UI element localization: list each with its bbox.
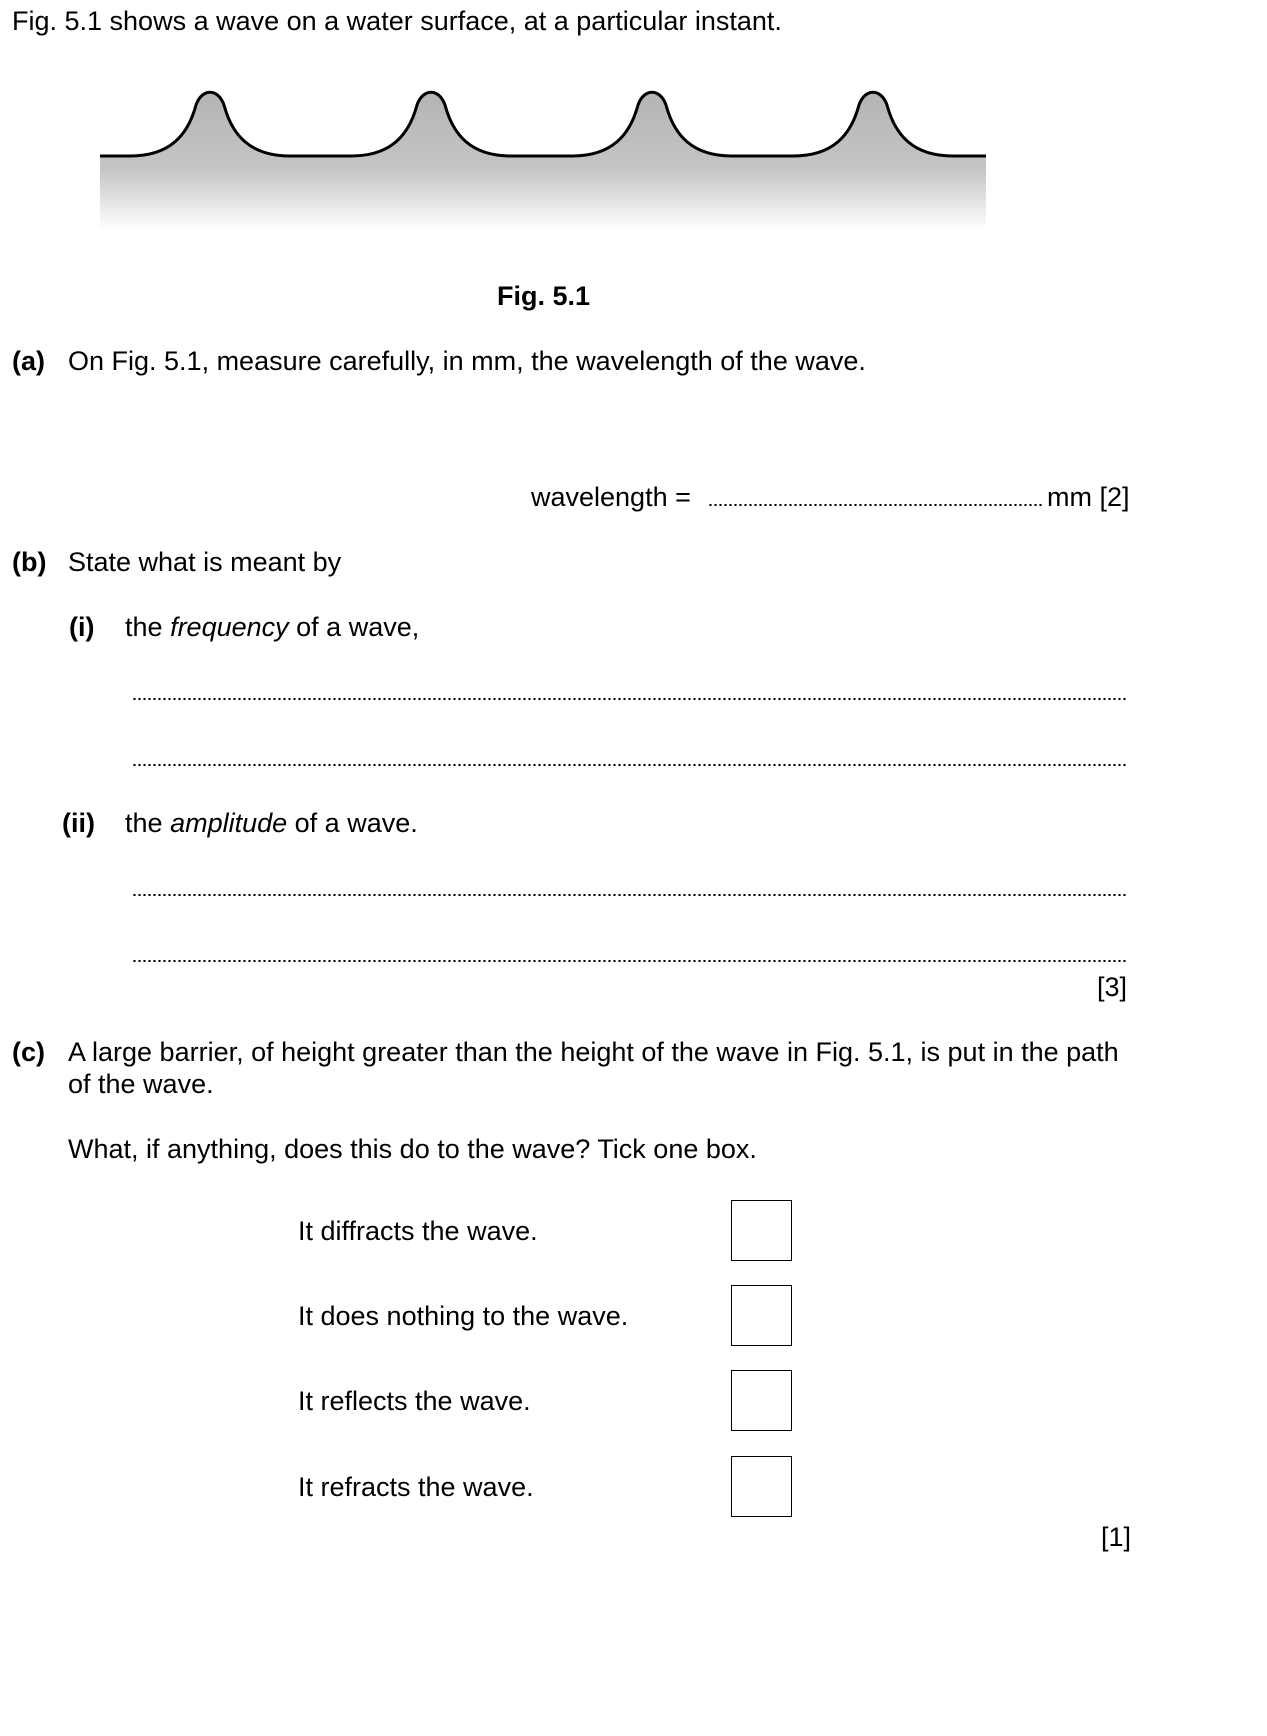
part-a-label: (a): [12, 346, 45, 376]
part-b-ii-suffix: of a wave.: [294, 808, 418, 838]
part-c-marks: [1]: [1101, 1522, 1132, 1552]
part-b-marks: [3]: [1097, 972, 1128, 1002]
option-reflects-checkbox[interactable]: [731, 1370, 792, 1431]
wavelength-unit-marks: mm [2]: [1047, 482, 1130, 512]
figure-caption: Fig. 5.1: [497, 281, 591, 311]
part-c-prompt: What, if anything, does this do to the wave? Tick one box.: [68, 1134, 757, 1164]
part-b-ii-prefix: the: [125, 808, 163, 838]
part-c-question-line-2: of the wave.: [68, 1069, 214, 1099]
frequency-answer-line-1[interactable]: [132, 697, 1128, 701]
part-a-question: On Fig. 5.1, measure carefully, in mm, the wavelength of the wave.: [68, 346, 866, 376]
part-b-question: State what is meant by: [68, 547, 342, 577]
part-b-ii-label: (ii): [62, 808, 95, 838]
wave-figure: [100, 80, 990, 235]
frequency-term: frequency: [170, 612, 289, 642]
option-nothing-checkbox[interactable]: [731, 1285, 792, 1346]
water-body: [100, 92, 986, 230]
option-refracts-checkbox[interactable]: [731, 1456, 792, 1517]
amplitude-answer-line-2[interactable]: [132, 959, 1128, 963]
option-diffracts-label: It diffracts the wave.: [298, 1216, 538, 1246]
option-diffracts-checkbox[interactable]: [731, 1200, 792, 1261]
part-b-ii-question: [125, 810, 418, 837]
option-refracts-label: It refracts the wave.: [298, 1472, 534, 1502]
part-c-label: (c): [12, 1037, 45, 1067]
amplitude-term: amplitude: [170, 808, 288, 838]
amplitude-answer-line-1[interactable]: [132, 893, 1128, 897]
part-c-question-line-1: A large barrier, of height greater than the height of the wave in Fig. 5.1, is put in the path: [68, 1037, 1119, 1067]
wavelength-answer-field[interactable]: [708, 503, 1043, 507]
part-b-i-question: [125, 614, 419, 641]
wavelength-label: wavelength =: [531, 482, 691, 512]
intro-text: Fig. 5.1 shows a wave on a water surface, at a particular instant.: [12, 6, 782, 36]
part-b-i-prefix: the: [125, 612, 163, 642]
part-b-label: (b): [12, 547, 47, 577]
part-b-i-suffix: of a wave,: [296, 612, 420, 642]
option-reflects-label: It reflects the wave.: [298, 1386, 531, 1416]
option-nothing-label: It does nothing to the wave.: [298, 1301, 629, 1331]
part-b-i-label: (i): [69, 612, 95, 642]
frequency-answer-line-2[interactable]: [132, 763, 1128, 767]
